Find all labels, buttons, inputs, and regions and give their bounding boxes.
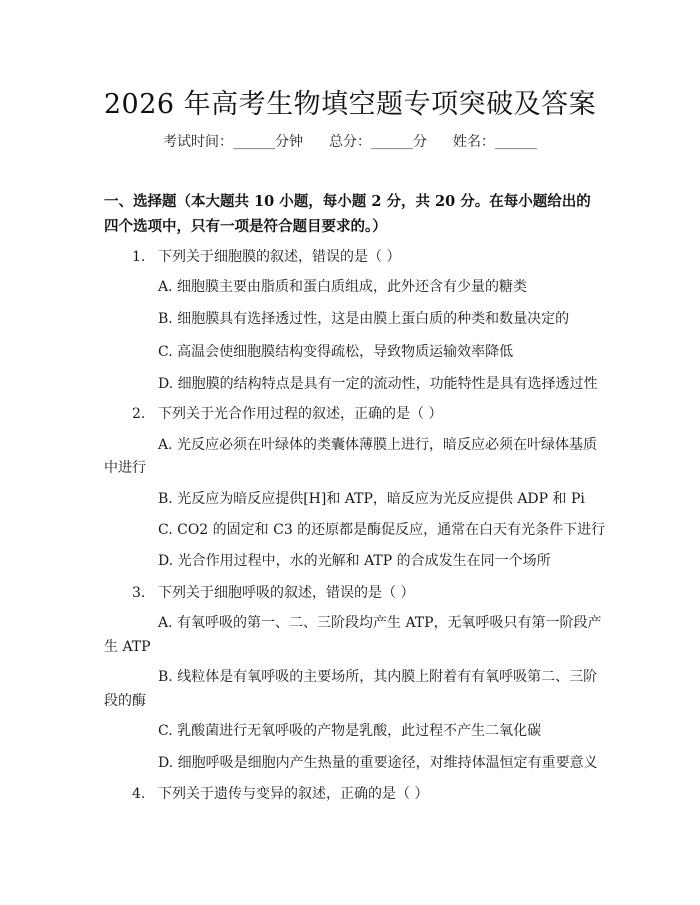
- question-stem: 下列关于遗传与变异的叙述，正确的是（ ）: [158, 786, 429, 802]
- question-stem: 下列关于光合作用过程的叙述，正确的是（ ）: [158, 406, 443, 422]
- question-4: [132, 783, 428, 803]
- question-2-option-b: B. 光反应为暗反应提供[H]和 ATP，暗反应为光反应提供 ADP 和 Pi: [158, 491, 585, 507]
- question-2: [132, 403, 442, 423]
- question-3-option-b-continued: 段的酶: [104, 693, 146, 709]
- question-number: 1.: [132, 249, 146, 265]
- question-1: [132, 246, 400, 266]
- question-3-option-d: D. 细胞呼吸是细胞内产生热量的重要途径，对维持体温恒定有重要意义: [158, 755, 598, 771]
- student-name-field: 姓名：______: [453, 134, 537, 150]
- question-stem: 下列关于细胞呼吸的叙述，错误的是（ ）: [158, 585, 415, 601]
- exam-time-field: 考试时间：______分钟: [163, 134, 303, 150]
- question-3-option-c: C. 乳酸菌进行无氧呼吸的产物是乳酸，此过程不产生二氧化碳: [158, 723, 542, 739]
- question-1-option-b: B. 细胞膜具有选择透过性，这是由膜上蛋白质的种类和数量决定的: [158, 311, 570, 327]
- question-1-option-a: A. 细胞膜主要由脂质和蛋白质组成，此外还含有少量的糖类: [158, 279, 528, 295]
- question-3: [132, 582, 414, 602]
- question-number: 3.: [132, 585, 146, 601]
- question-2-option-a: A. 光反应必须在叶绿体的类囊体薄膜上进行，暗反应必须在叶绿体基质: [158, 437, 598, 453]
- question-3-option-a-continued: 生 ATP: [104, 639, 151, 655]
- question-number: 4.: [132, 786, 146, 802]
- question-stem: 下列关于细胞膜的叙述，错误的是（ ）: [158, 249, 401, 265]
- page-title: 2026 年高考生物填空题专项突破及答案: [103, 89, 597, 120]
- question-1-option-d: D. 细胞膜的结构特点是具有一定的流动性，功能特性是具有选择透过性: [158, 376, 598, 392]
- question-3-option-b: B. 线粒体是有氧呼吸的主要场所，其内膜上附着有有氧呼吸第二、三阶: [158, 669, 598, 685]
- total-score-field: 总分：______分: [329, 134, 427, 150]
- question-1-option-c: C. 高温会使细胞膜结构变得疏松，导致物质运输效率降低: [158, 344, 514, 360]
- question-2-option-a-continued: 中进行: [104, 460, 146, 476]
- question-2-option-c: C. CO2 的固定和 C3 的还原都是酶促反应，通常在白天有光条件下进行: [158, 522, 606, 538]
- exam-meta: [0, 131, 700, 151]
- question-2-option-d: D. 光合作用过程中，水的光解和 ATP 的合成发生在同一个场所: [158, 553, 551, 569]
- section-heading: 一、选择题（本大题共 10 小题，每小题 2 分，共 20 分。在每小题给出的四个选项中，只有一项是符合题目要求的。）: [104, 193, 591, 235]
- question-number: 2.: [132, 406, 146, 422]
- question-3-option-a: A. 有氧呼吸的第一、二、三阶段均产生 ATP，无氧呼吸只有第一阶段产: [158, 615, 602, 631]
